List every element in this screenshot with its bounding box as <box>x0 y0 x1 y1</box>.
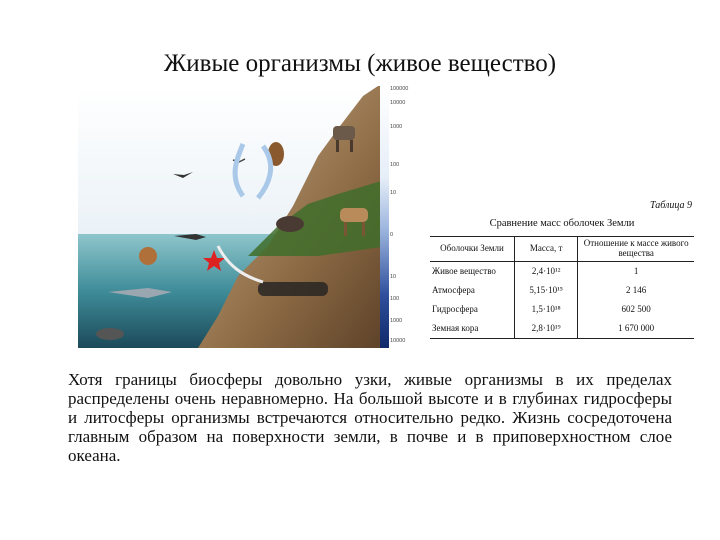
table-row <box>430 319 694 339</box>
cell-ratio: 2 146 <box>578 281 694 300</box>
table-row <box>430 300 694 319</box>
header-ratio: Отношение к массе живого вещества <box>578 237 694 262</box>
cell-mass: 5,15·10¹⁵ <box>514 281 577 300</box>
scale-tick: 10000 <box>390 100 406 106</box>
scale-tick: 100 <box>390 296 400 302</box>
scale-tick: 1000 <box>390 124 403 130</box>
slide-title: Живые организмы (живое вещество) <box>163 50 557 77</box>
scale-tick: 100000 <box>390 86 409 92</box>
header-mass: Масса, т <box>514 237 577 262</box>
cell-name: Земная кора <box>430 319 514 339</box>
table-row <box>430 261 694 281</box>
cell-name: Живое вещество <box>432 266 496 277</box>
scale-tick: 10 <box>390 274 397 280</box>
biosphere-illustration <box>78 86 388 348</box>
table-header-row <box>430 237 694 262</box>
mass-table <box>430 236 694 339</box>
scale-tick: 100 <box>390 162 400 168</box>
cell-name: Гидросфера <box>432 304 478 315</box>
cell-ratio: 1 <box>578 261 694 281</box>
cell-mass: 2,4·10¹² <box>514 261 577 281</box>
table-caption: Таблица 9 <box>650 200 692 211</box>
cell-ratio: 602 500 <box>578 300 694 319</box>
table-title: Сравнение масс оболочек Земли <box>489 218 635 229</box>
scale-bar <box>380 86 389 348</box>
cell-name: Атмосфера <box>432 285 475 296</box>
header-shell: Оболочки Земли <box>430 237 514 262</box>
scale-tick: 10 <box>390 190 397 196</box>
altitude-depth-scale <box>380 86 426 348</box>
cell-ratio: 1 670 000 <box>578 319 694 339</box>
scale-tick: 10000 <box>390 338 406 344</box>
scale-tick: 1000 <box>390 318 403 324</box>
cell-mass: 2,8·10¹⁹ <box>514 319 577 339</box>
cell-mass: 1,5·10¹⁸ <box>514 300 577 319</box>
body-paragraph: Хотя границы биосферы довольно узки, живые организмы в их пределах распределены очень неравномерно. На большой высоте и в глубинах гидросферы и литосферы организмы встречаются относительно редко. Жизнь сосредоточена главным образом на поверхности земли, в почве и в приповерхностном слое океана. <box>68 370 672 465</box>
scale-tick: 0 <box>390 232 394 238</box>
table-row <box>430 281 694 300</box>
